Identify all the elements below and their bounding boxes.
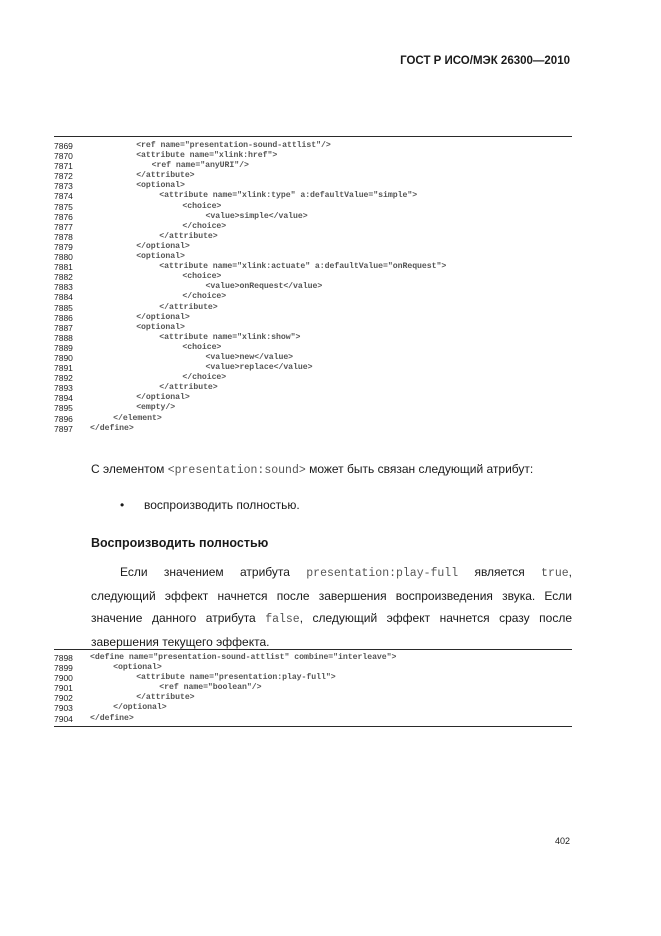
- code-line: [54, 171, 572, 181]
- code-text: <value>simple</value>: [205, 211, 308, 221]
- line-number: 7893: [54, 383, 73, 394]
- code-text: </attribute>: [159, 231, 218, 241]
- code-line: [54, 212, 572, 222]
- code-text: <choice>: [182, 272, 222, 282]
- code-text: <attribute name="xlink:actuate" a:defaultValue="onRequest">: [159, 262, 447, 272]
- code-text: <attribute name="xlink:type" a:defaultValue="simple">: [159, 191, 418, 201]
- code-text: <ref name="presentation-sound-attlist"/>: [136, 141, 331, 150]
- line-number: 7883: [54, 282, 73, 293]
- line-number: 7869: [54, 141, 73, 151]
- paragraph-text: , следующий эффект начнется сразу после завершения текущего эффекта.: [91, 611, 572, 649]
- bullet-symbol: •: [120, 498, 125, 512]
- code-line: [54, 673, 572, 683]
- line-number: 7902: [54, 693, 73, 704]
- code-line: [54, 343, 572, 353]
- paragraph-sound-element: [91, 458, 572, 482]
- line-number: 7889: [54, 342, 73, 353]
- code-line: [54, 262, 572, 272]
- code-line: [54, 403, 572, 413]
- line-number: 7896: [54, 413, 73, 424]
- code-line: [54, 424, 572, 434]
- code-text: <attribute name="xlink:show">: [159, 332, 301, 342]
- line-number: 7880: [54, 252, 73, 263]
- code-line: [54, 282, 572, 292]
- line-number: 7897: [54, 423, 73, 434]
- line-number: 7874: [54, 191, 73, 202]
- line-number: 7887: [54, 322, 73, 333]
- code-text: </choice>: [182, 221, 227, 231]
- bullet-text: воспроизводить полностью.: [144, 498, 300, 512]
- code-text: </choice>: [182, 292, 227, 302]
- line-number: 7894: [54, 393, 73, 404]
- line-number: 7903: [54, 703, 73, 714]
- code-text: <optional>: [113, 663, 162, 673]
- code-line: [54, 292, 572, 302]
- line-number: 7881: [54, 262, 73, 273]
- line-number: 7900: [54, 673, 73, 684]
- code-line: [54, 393, 572, 403]
- code-text: <value>new</value>: [205, 352, 294, 362]
- code-line: [54, 222, 572, 232]
- code-lines: [54, 141, 572, 434]
- value-false-code: false: [265, 613, 300, 626]
- code-bottom-rule: [54, 726, 572, 727]
- line-number: 7899: [54, 663, 73, 674]
- code-listing-1: [54, 136, 572, 434]
- line-number: 7892: [54, 373, 73, 384]
- code-line: [54, 333, 572, 343]
- code-line: [54, 693, 572, 703]
- code-line: [54, 202, 572, 212]
- paragraph-text: является: [458, 565, 542, 579]
- paragraph-text: , следующий эффект начнется после завершения воспроизведения звука. Если значение данного атрибута: [91, 565, 572, 625]
- code-line: [54, 383, 572, 393]
- line-number: 7878: [54, 231, 73, 242]
- section-heading: Воспроизводить полностью: [91, 536, 269, 550]
- line-number: 7886: [54, 312, 73, 323]
- code-text: </optional>: [136, 393, 190, 403]
- paragraph-text: Если значением атрибута: [120, 565, 307, 579]
- code-line: [54, 303, 572, 313]
- code-text: <optional>: [136, 252, 185, 262]
- code-line: [54, 232, 572, 242]
- line-number: 7891: [54, 363, 73, 374]
- code-text: <value>onRequest</value>: [205, 282, 323, 292]
- code-text: </attribute>: [159, 302, 218, 312]
- code-text: </optional>: [136, 241, 190, 251]
- code-line: [54, 141, 572, 151]
- code-line: [54, 414, 572, 424]
- code-line: [54, 313, 572, 323]
- code-text: <attribute name="presentation:play-full">: [136, 673, 336, 683]
- code-text: </attribute>: [136, 693, 195, 703]
- code-line: [54, 323, 572, 333]
- code-line: [54, 181, 572, 191]
- code-text: <optional>: [136, 181, 185, 191]
- code-line: [54, 242, 572, 252]
- paragraph-text: С элементом: [91, 462, 168, 476]
- code-line: [54, 161, 572, 171]
- code-text: </attribute>: [136, 171, 195, 181]
- code-line: [54, 191, 572, 201]
- line-number: 7882: [54, 272, 73, 283]
- code-text: </choice>: [182, 373, 227, 383]
- code-text: <attribute name="xlink:href">: [136, 151, 278, 161]
- code-line: [54, 683, 572, 693]
- page-number: 402: [554, 836, 570, 846]
- code-lines: [54, 653, 572, 724]
- line-number: 7898: [54, 653, 73, 663]
- code-line: [54, 272, 572, 282]
- code-text: <ref name="boolean"/>: [159, 683, 262, 693]
- line-number: 7872: [54, 171, 73, 182]
- code-line: [54, 663, 572, 673]
- line-number: 7885: [54, 302, 73, 313]
- bullet-list-item: [120, 498, 300, 512]
- code-line: [54, 353, 572, 363]
- code-text: </define>: [90, 713, 134, 723]
- code-text: <value>replace</value>: [205, 363, 313, 373]
- line-number: 7873: [54, 181, 73, 192]
- code-line: [54, 151, 572, 161]
- document-header: ГОСТ Р ИСО/МЭК 26300—2010: [400, 55, 570, 67]
- line-number: 7895: [54, 403, 73, 414]
- code-listing-2: [54, 649, 572, 727]
- code-text: <define name="presentation-sound-attlist" combine="interleave">: [90, 653, 397, 662]
- code-text: <choice>: [182, 201, 222, 211]
- line-number: 7879: [54, 241, 73, 252]
- line-number: 7870: [54, 151, 73, 162]
- line-number: 7888: [54, 332, 73, 343]
- paragraph-play-full: [91, 561, 572, 653]
- code-line: [54, 363, 572, 373]
- paragraph-text: может быть связан следующий атрибут:: [305, 462, 534, 476]
- line-number: 7884: [54, 292, 73, 303]
- line-number: 7871: [54, 161, 73, 172]
- line-number: 7904: [54, 713, 73, 724]
- code-text: </optional>: [136, 312, 190, 322]
- element-name-code: <presentation:sound>: [167, 464, 306, 477]
- code-text: <ref name="anyURI"/>: [151, 161, 249, 171]
- code-text: </element>: [113, 413, 162, 423]
- code-line: [54, 373, 572, 383]
- line-number: 7876: [54, 211, 73, 222]
- code-line: [54, 703, 572, 713]
- code-top-rule: [54, 649, 572, 650]
- code-line: [54, 252, 572, 262]
- line-number: 7901: [54, 683, 73, 694]
- line-number: 7875: [54, 201, 73, 212]
- code-text: </attribute>: [159, 383, 218, 393]
- attribute-name-code: presentation:play-full: [306, 567, 459, 580]
- code-text: <choice>: [182, 342, 222, 352]
- line-number: 7890: [54, 352, 73, 363]
- line-number: 7877: [54, 221, 73, 232]
- code-line: [54, 653, 572, 663]
- code-text: <optional>: [136, 322, 185, 332]
- value-true-code: true: [541, 567, 569, 580]
- code-top-rule: [54, 136, 572, 137]
- code-text: <empty/>: [136, 403, 176, 413]
- code-text: </define>: [90, 423, 134, 433]
- code-line: [54, 714, 572, 724]
- code-text: </optional>: [113, 703, 167, 713]
